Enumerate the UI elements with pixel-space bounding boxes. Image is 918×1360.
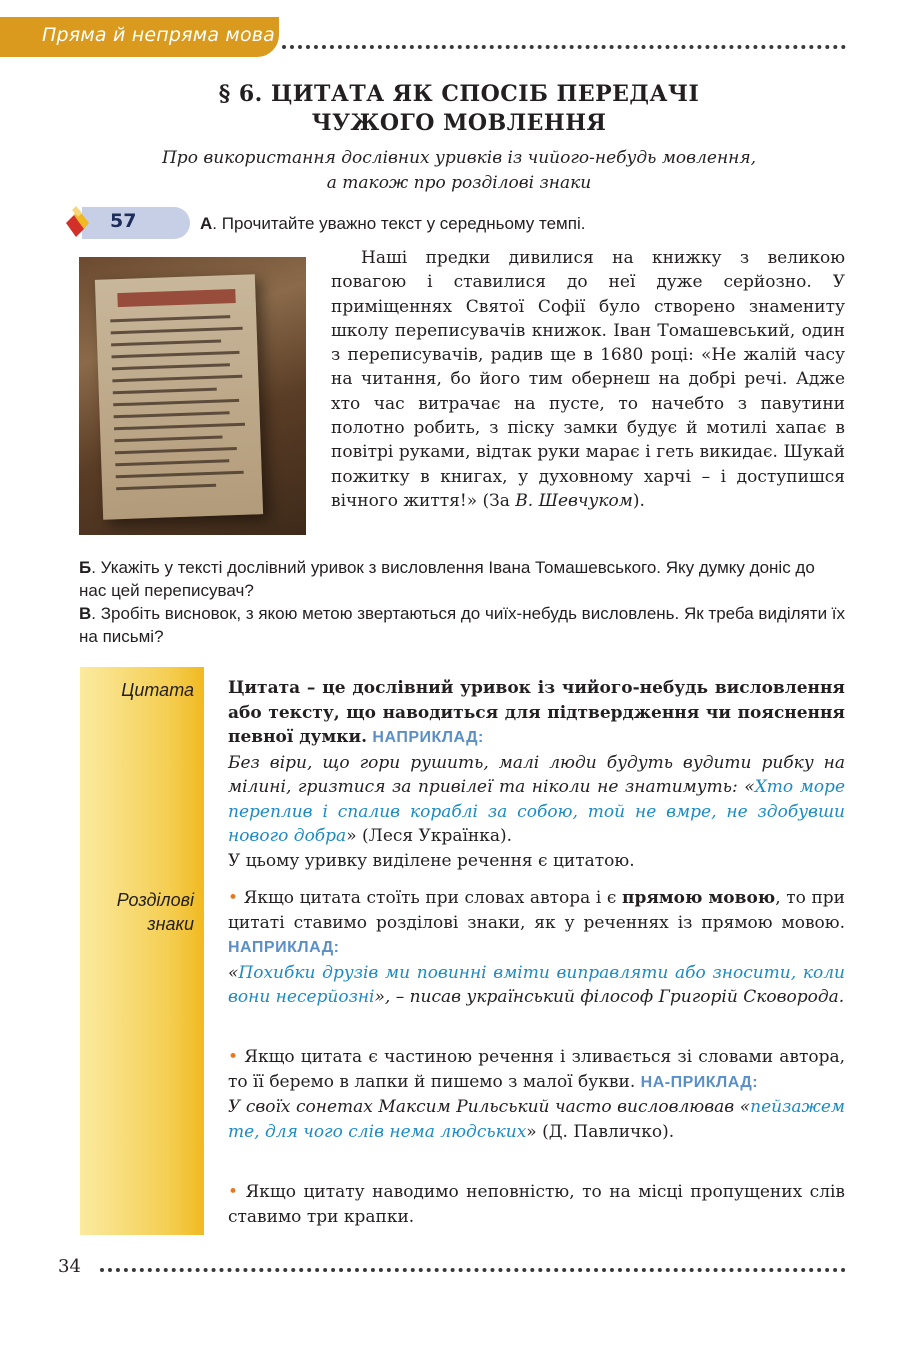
- passage-end: ).: [632, 490, 645, 511]
- exercise-header: [62, 203, 862, 241]
- page-number: 34: [58, 1256, 81, 1277]
- rule-bullet-3: [228, 1180, 845, 1229]
- exercise-number: 57: [110, 210, 137, 232]
- example2-open: «: [228, 962, 239, 983]
- exercise-questions: [79, 556, 845, 648]
- footer-divider: [100, 1268, 846, 1272]
- section-tab: [0, 17, 279, 57]
- definition-text: Цитата – це дослівний уривок із чийого-небудь висловлення або тексту, що наводиться для підтвердження чи пояснення певної думки.: [228, 678, 845, 747]
- example-label: НАПРИКЛАД:: [228, 939, 340, 956]
- page-title-line2: ЧУЖОГО МОВЛЕННЯ: [311, 110, 607, 136]
- task-letter-a: А: [200, 214, 213, 233]
- example1-intro: Без віри, що гори рушить, малі люди будуть вудити рибку на мілині, гризтися за привілеї та ніколи не знатимуть: «: [228, 752, 845, 797]
- bullet1-text: Якщо цитата стоїть при словах автора і є: [243, 888, 623, 908]
- example3-quote: пейзажем те, для чого слів нема людських: [228, 1097, 845, 1142]
- task-a-text: . Прочитайте уважно текст у середньому темпі.: [212, 214, 586, 233]
- bullet-icon: •: [228, 1047, 239, 1067]
- reading-passage: [331, 246, 845, 513]
- example3-intro: У своїх сонетах Максим Рильський часто висловлював «: [228, 1097, 751, 1117]
- passage-text: Наші предки дивилися на книжку з великою повагою і ставилися до неї дуже серйозно. У приміщеннях Святої Софії було створено знамениту школу переписувачів книжок. Іван Томашевський, один з переписувачів, радив ще в 1680 році: «Не жалій часу на читання, бо його тим обернеш на добрі речі. Адже хто час витрачає на пусте, то начебто з павутини полотно робить, з піску замки будує й мотилі хапає в повітрі руками, відтак руки марає і геть викидає. Шукай пожитку в книгах, у духовному харчі – і доступишся вічного життя!» (За: [331, 248, 845, 511]
- question-v-text: . Зробіть висновок, з якою метою звертаються до чиїх-небудь висловлень. Як треба виділяти їх на письмі?: [79, 604, 846, 646]
- question-b-text: . Укажіть у тексті дослівний уривок з висловлення Івана Томашевського. Яку думку доніс до нас цей переписувач?: [79, 558, 815, 600]
- rule-bullet-2: [228, 1045, 845, 1144]
- exercise-task-a: [200, 214, 585, 234]
- feather-pen-icon: [62, 203, 92, 239]
- manuscript-page: [95, 274, 263, 519]
- bullet-icon: •: [228, 888, 239, 908]
- page-title: [0, 80, 918, 138]
- rule-bullet-1: [228, 886, 845, 1010]
- header-divider: [282, 45, 846, 49]
- rule-definition: [228, 676, 845, 873]
- section-tab-label: Пряма й непряма мова: [42, 24, 276, 46]
- exercise-number-badge: [82, 207, 190, 239]
- example2-source: », – писав український філософ Григорій Сковорода.: [374, 987, 845, 1007]
- rules-sidebar: [80, 667, 204, 1235]
- rule-label-punctuation: [117, 888, 194, 936]
- page-title-line1: § 6. ЦИТАТА ЯК СПОСІБ ПЕРЕДАЧІ: [218, 81, 700, 107]
- example1-quote: Хто море переплив і спалив кораблі за собою, той не вмре, не здобувши нового добра: [228, 777, 845, 846]
- bullet1-bold: прямою мовою: [622, 888, 776, 908]
- page-subtitle-line2: а також про розділові знаки: [326, 173, 592, 193]
- question-b-letter: Б: [79, 558, 92, 577]
- question-v-letter: В: [79, 604, 92, 623]
- manuscript-photo: [79, 257, 306, 535]
- bullet2-text: Якщо цитата є частиною речення і зливається зі словами автора, то її беремо в лапки й пишемо з малої букви.: [228, 1047, 846, 1092]
- passage-author: В. Шевчуком: [515, 490, 633, 511]
- rule-label-punctuation-line2: знаки: [147, 914, 194, 934]
- page-subtitle-line1: Про використання дослівних уривків із чийого-небудь мовлення,: [161, 148, 757, 168]
- example2-quote: Похибки друзів ми повинні вміти виправляти або зносити, коли вони несерйозні: [228, 962, 845, 1007]
- rule-label-punctuation-line1: Розділові: [116, 890, 194, 910]
- question-v: [79, 602, 845, 648]
- example3-source: » (Д. Павличко).: [526, 1121, 675, 1142]
- bullet-icon: •: [228, 1182, 239, 1202]
- example-label: НАПРИКЛАД:: [372, 729, 484, 746]
- example1-source: » (Леся Українка).: [346, 826, 513, 846]
- page-subtitle: [0, 146, 918, 196]
- bullet1-rest: , то при цитаті ставимо розділові знаки, як у реченнях із прямою мовою.: [228, 888, 845, 933]
- bullet3-text: Якщо цитату наводимо неповністю, то на місці пропущених слів ставимо три крапки.: [228, 1182, 846, 1227]
- example-label: НА-ПРИКЛАД:: [640, 1073, 759, 1091]
- example1-note: У цьому уривку виділене речення є цитатою.: [228, 850, 635, 871]
- rule-label-quote: Цитата: [121, 680, 194, 700]
- question-b: [79, 556, 845, 602]
